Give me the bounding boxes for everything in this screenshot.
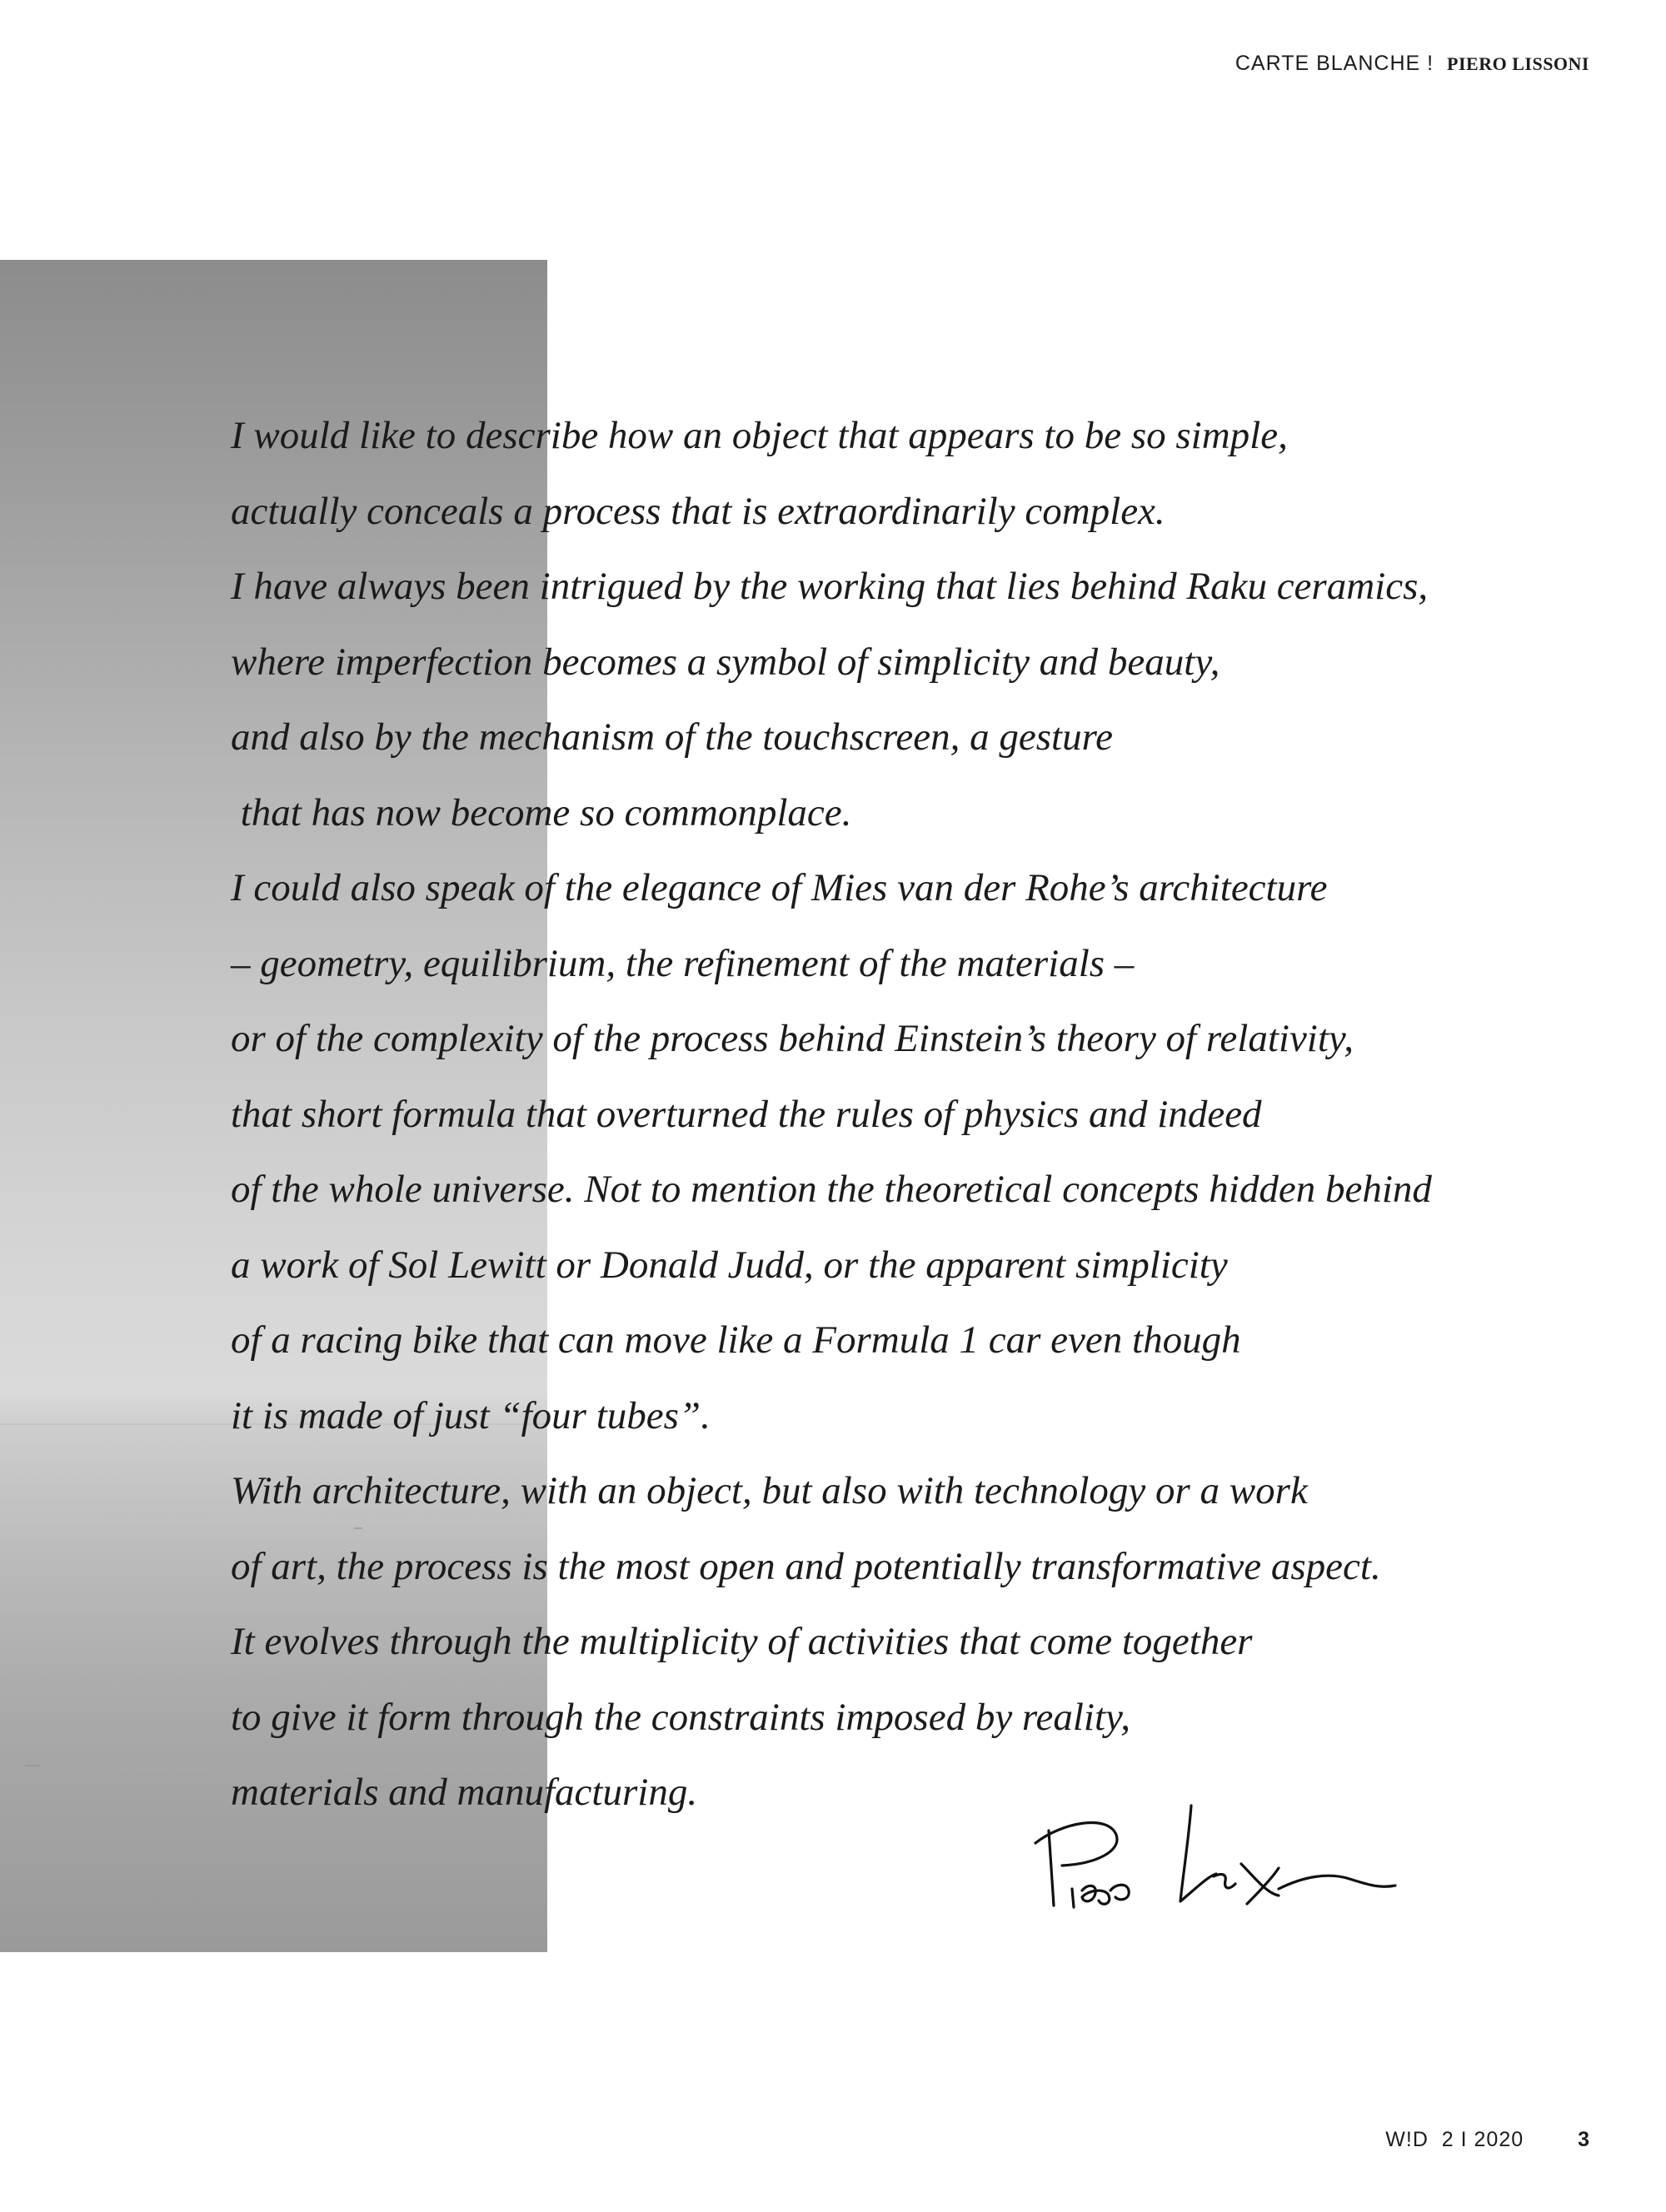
- essay-line: It evolves through the multiplicity of activities that come together: [231, 1620, 1253, 1663]
- essay-line: materials and manufacturing.: [231, 1771, 698, 1814]
- issue-label: W!D 2 I 2020: [1385, 2128, 1524, 2151]
- essay-line: With architecture, with an object, but also with technology or a work: [231, 1469, 1308, 1512]
- essay-line: a work of Sol Lewitt or Donald Judd, or the apparent simplicity: [231, 1243, 1228, 1287]
- essay-line: of art, the process is the most open and potentially transformative aspect.: [231, 1544, 1381, 1588]
- essay-line: to give it form through the constraints imposed by reality,: [231, 1695, 1131, 1739]
- author-name: PIERO LISSONI: [1447, 53, 1589, 74]
- essay-line: that has now become so commonplace.: [231, 790, 852, 834]
- essay-line: that short formula that overturned the rules of physics and indeed: [231, 1092, 1262, 1136]
- essay-line: actually conceals a process that is extraordinarily complex.: [231, 489, 1165, 533]
- sea-mark: [25, 1765, 40, 1766]
- essay-line: of the whole universe. Not to mention the theoretical concepts hidden behind: [231, 1168, 1432, 1211]
- essay-line: or of the complexity of the process behind Einstein’s theory of relativity,: [231, 1017, 1354, 1060]
- essay-line: I have always been intrigued by the working that lies behind Raku ceramics,: [231, 565, 1429, 608]
- essay-text: [231, 398, 1614, 1831]
- essay-line: where imperfection becomes a symbol of simplicity and beauty,: [231, 640, 1220, 684]
- page-number: 3: [1578, 2128, 1589, 2151]
- page-footer: [1385, 2128, 1589, 2152]
- essay-line: of a racing bike that can move like a Formula 1 car even though: [231, 1318, 1241, 1362]
- essay-line: it is made of just “four tubes”.: [231, 1393, 711, 1437]
- essay-line: – geometry, equilibrium, the refinement of the materials –: [231, 941, 1135, 985]
- handwritten-signature: [1029, 1797, 1412, 1922]
- running-header: [1235, 52, 1589, 76]
- essay-line: I would like to describe how an object that appears to be so simple,: [231, 414, 1288, 457]
- section-title: CARTE BLANCHE !: [1235, 52, 1434, 75]
- essay-line: I could also speak of the elegance of Mies van der Rohe’s architecture: [231, 866, 1328, 909]
- essay-line: and also by the mechanism of the touchscreen, a gesture: [231, 715, 1114, 759]
